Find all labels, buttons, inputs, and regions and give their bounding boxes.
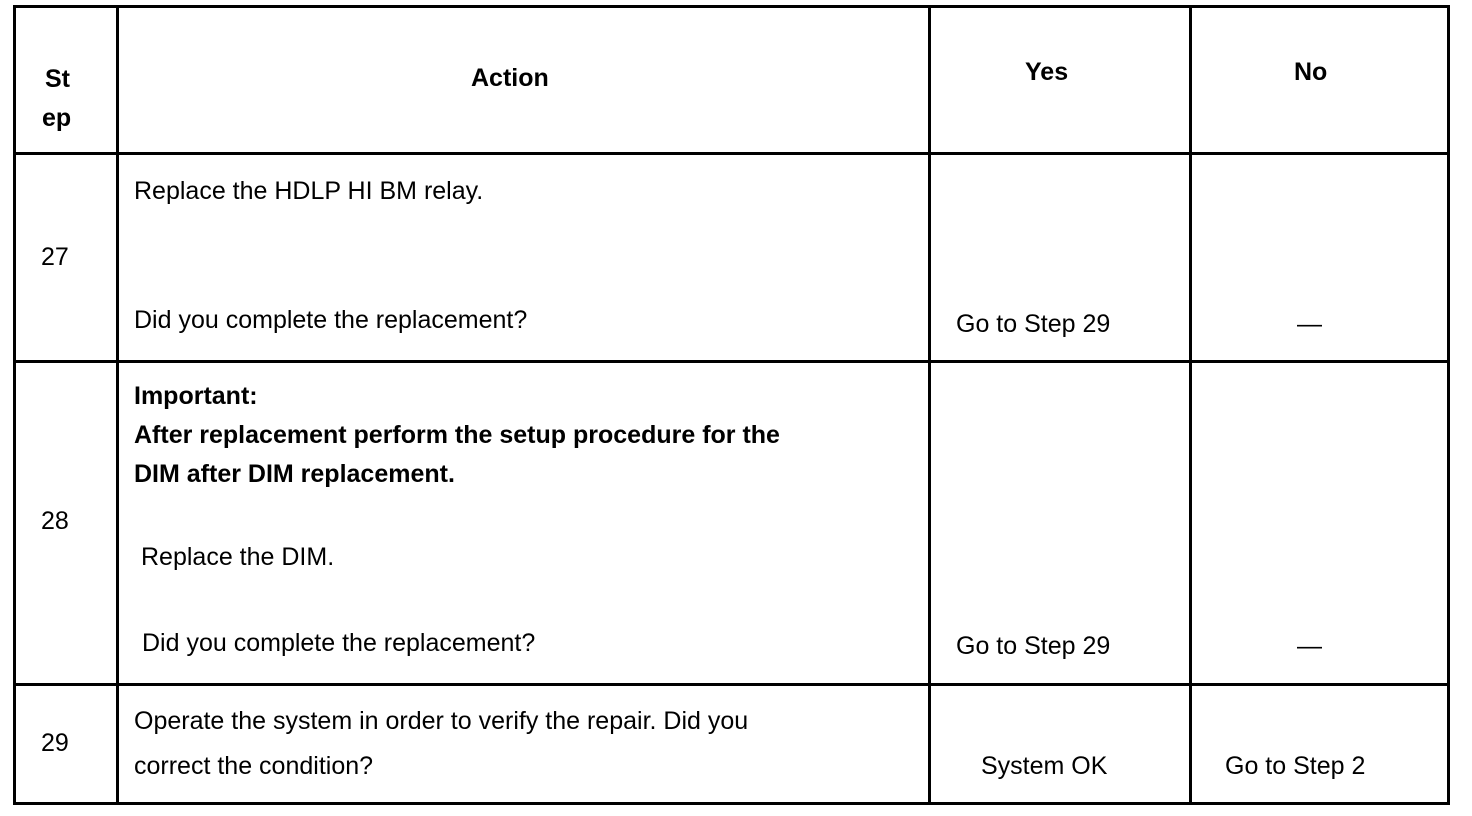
- column-divider: [928, 8, 931, 802]
- no-result: —: [1297, 310, 1322, 338]
- action-question: Did you complete the replacement?: [142, 629, 536, 657]
- row-divider: [16, 152, 1447, 155]
- header-action: Action: [471, 64, 549, 92]
- step-number: 27: [41, 243, 69, 271]
- action-text: Replace the HDLP HI BM relay.: [134, 177, 484, 205]
- action-text: Operate the system in order to verify the repair. Did you: [134, 707, 749, 735]
- step-number: 28: [41, 507, 69, 535]
- no-result: Go to Step 2: [1225, 752, 1366, 780]
- action-question: Did you complete the replacement?: [134, 306, 528, 334]
- header-step-line1: St: [45, 65, 70, 93]
- action-text: Replace the DIM.: [141, 543, 335, 571]
- header-no: No: [1294, 58, 1328, 86]
- header-step-line2: ep: [42, 104, 72, 132]
- yes-result: Go to Step 29: [956, 310, 1111, 338]
- important-note-line1: After replacement perform the setup procedure for the: [134, 421, 780, 449]
- no-result: —: [1297, 632, 1322, 660]
- yes-result: Go to Step 29: [956, 632, 1111, 660]
- important-note-line2: DIM after DIM replacement.: [134, 460, 455, 488]
- step-number: 29: [41, 729, 69, 757]
- column-divider: [116, 8, 119, 802]
- row-divider: [16, 360, 1447, 363]
- action-text-line2: correct the condition?: [134, 752, 374, 780]
- column-divider: [1189, 8, 1192, 802]
- important-label: Important:: [134, 382, 258, 410]
- header-yes: Yes: [1025, 58, 1069, 86]
- yes-result: System OK: [981, 752, 1108, 780]
- row-divider: [16, 683, 1447, 686]
